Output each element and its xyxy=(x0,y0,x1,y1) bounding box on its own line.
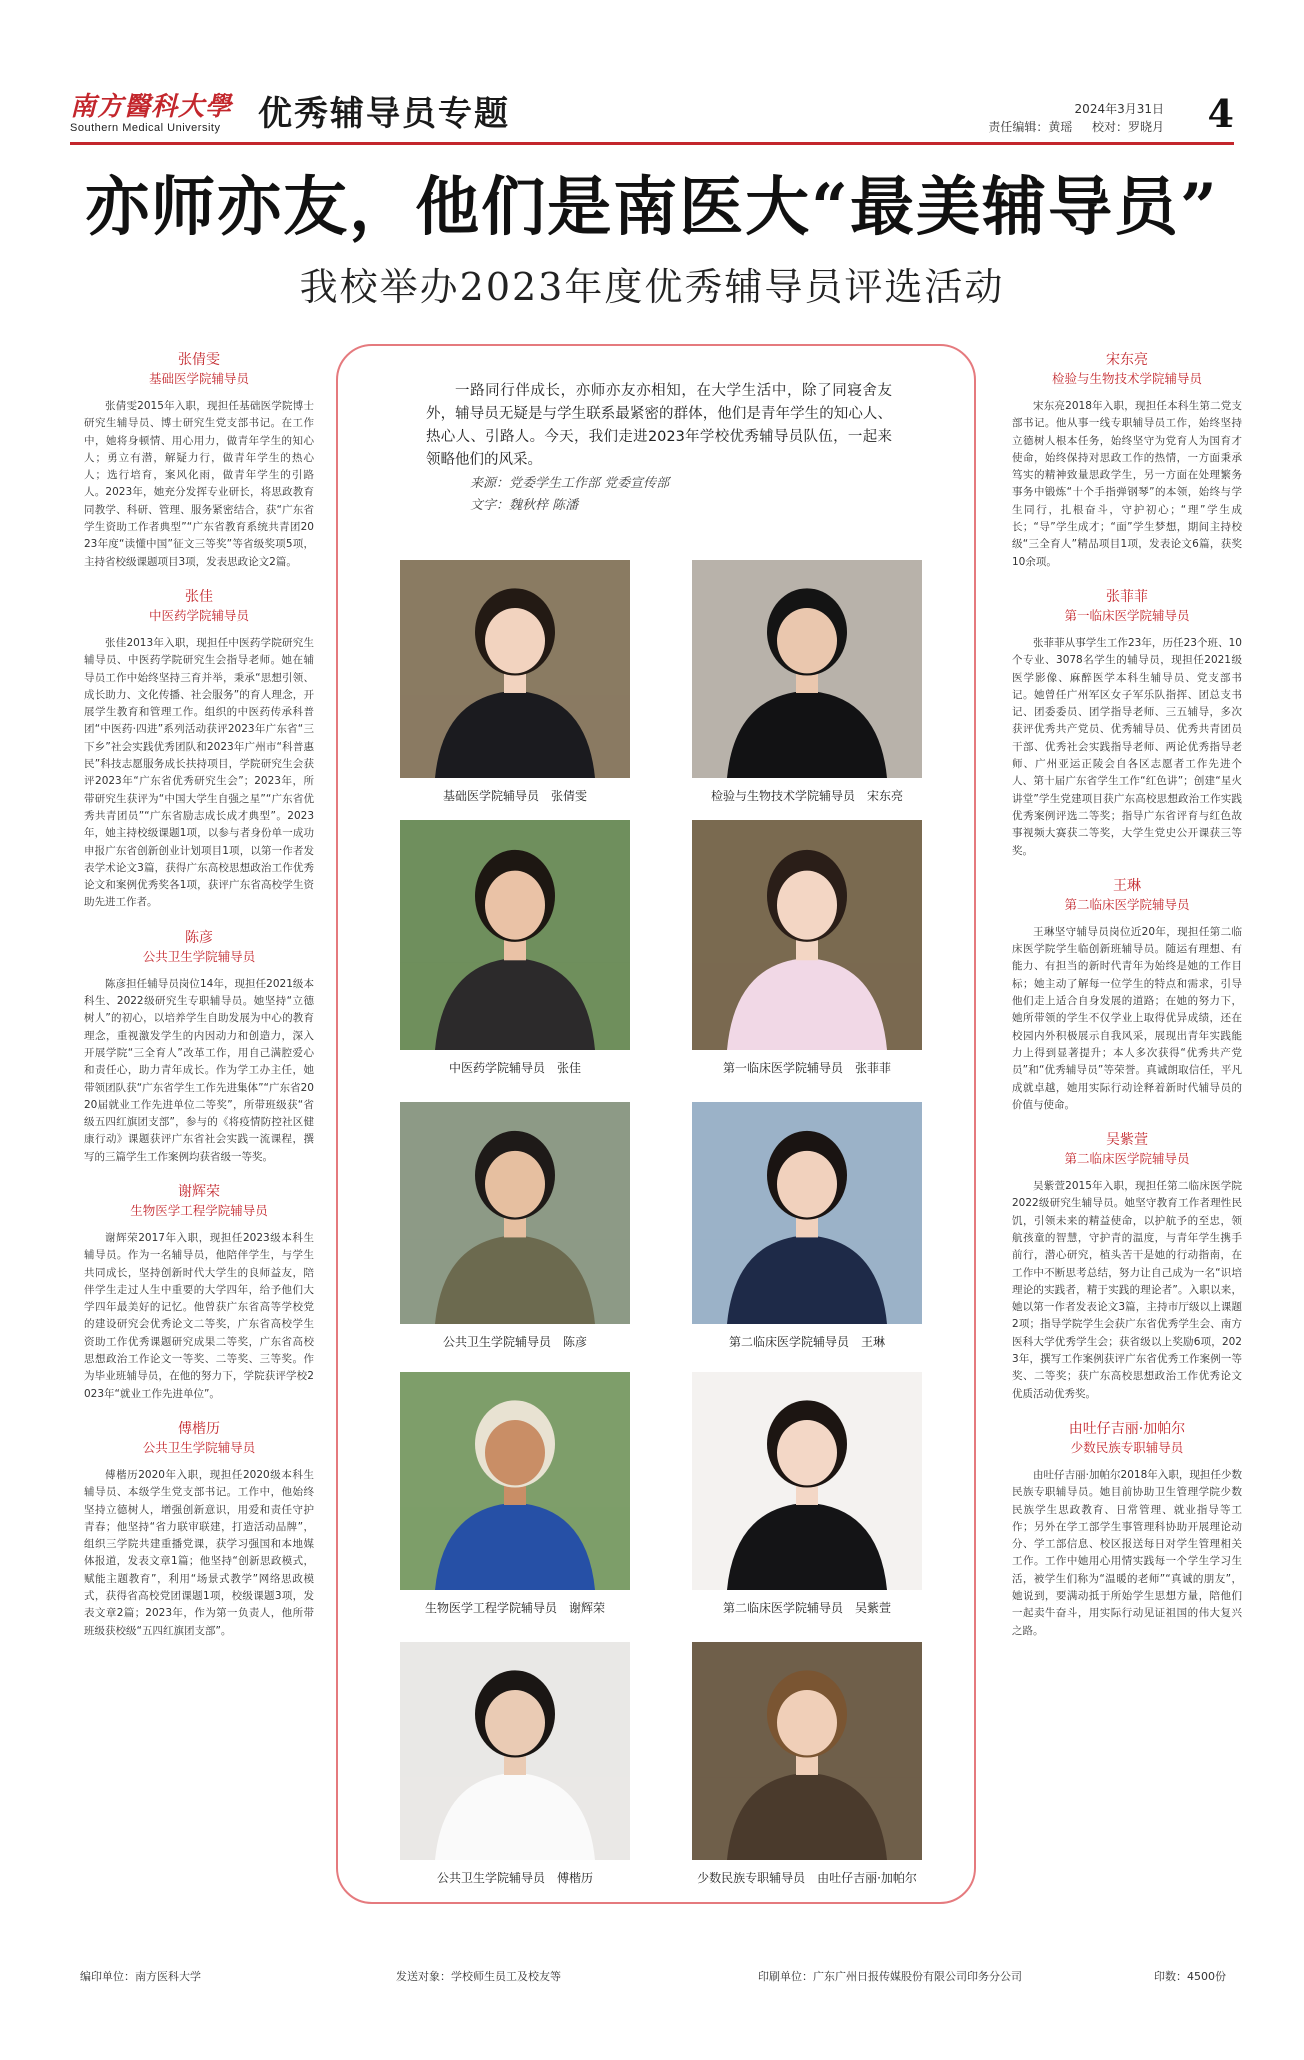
issue-info xyxy=(988,100,1164,136)
profile-entry xyxy=(1012,587,1242,860)
photo-card xyxy=(400,560,630,804)
profile-body: 宋东亮2018年入职，现担任本科生第二党支部书记。他从事一线专职辅导员工作，始终坚持立德树人根本任务，始终坚守为党育人为国育才使命，始终保持对思政工作的热情，一方面秉承笃实的精神致量思政学生，另一方面在处理繁务事务中锻炼“十个手指弹钢琴”的本领，始终与学生同行，扎根奋斗，守护初心；“理”学生成长；“导”学生成才；“面”学生梦想，期间主持校级“三全育人”精品项目1项，发表论文6篇，获奖10余项。 xyxy=(1012,400,1242,568)
photo-card xyxy=(400,1372,630,1616)
profile-body: 张佳2013年入职，现担任中医药学院研究生辅导员、中医药学院研究生会指导老师。她在辅导员工作中始终坚持三育并举，秉承“思想引领、成长助力、文化传播、社会服务”的育人理念，开展学生教育和管理工作。组织的中医药传承科普团“中医药·四进”系列活动获评2023年广东省“三下乡”社会实践优秀团队和2023年广州市“科普惠民”科技志愿服务成长扶持项目，学院研究生会获评2023年“广东省优秀研究生会”；2023年，所带研究生获评为“中国大学生自强之星”“广东省优秀共青团员”“广东省励志成长成才典型”。2023年，她主持校级课题1项，以参与者身份单一成功申报广东省创新创业计划项目1项，以第一作者发表学术论文3篇，获得广东高校思想政治工作优秀论文和案例优秀奖各1项，获评广东省高校学生资助先进工作者。 xyxy=(84,636,314,909)
profile-dept: 生物医学工程学院辅导员 xyxy=(130,1202,268,1218)
profile-body: 张菲菲从事学生工作23年，历任23个班、10个专业、3078名学生的辅导员，现担任2021级医学影像、麻醉医学本科生辅导员、党支部书记。她曾任广州军区女子军乐队指挥、团总支书记、团委委员、团学指导老师、三五辅导，多次获评优秀共产党员、优秀辅导员、优秀共青团员干部、优秀社会实践指导老师、两论优秀指导老师、广州亚运正陵会自各区志愿者工作先进个人、第十届广东省学生工作“红色讲”；创建“星火讲堂”学生党建项目获广东高校思想政治工作实践优秀案例评选二等奖；指导广东省评育与红色故事视频大赛获二等奖，大学生党史公开课获三等奖。 xyxy=(1012,636,1242,857)
portrait-illustration xyxy=(692,820,922,1050)
subheadline: 我校举办2023年度优秀辅导员评选活动 xyxy=(299,265,1005,309)
portrait-illustration xyxy=(400,820,630,1050)
profile-dept: 第二临床医学院辅导员 xyxy=(1064,1151,1190,1167)
photo-caption: 基础医学院辅导员 张倩雯 xyxy=(442,789,587,803)
photo-caption: 公共卫生学院辅导员 傅楷历 xyxy=(436,1871,593,1885)
profile-entry xyxy=(84,350,314,571)
profile-dept: 第二临床医学院辅导员 xyxy=(1064,896,1190,912)
portrait-illustration xyxy=(692,560,922,778)
portrait-photo xyxy=(692,1372,922,1590)
footer-copies: 印数：4500份 xyxy=(1154,1970,1226,1983)
profile-name: 吴紫萱 xyxy=(1106,1132,1148,1149)
profile-body: 由吐仔吉丽·加帕尔2018年入职，现担任少数民族专职辅导员。她目前协助卫生管理学院少数民族学生思政教育、日常管理、就业指导等工作；另外在学工部学生事管理科协助开展理论动分、学工部信息、校区报送每日对学生管理相关工作。工作中她用心用情实践每一个学生学习生活，被学生们称为“温暖的老师”“真诚的朋友”，她说到，要满动抵于所始学生思想方量，陪他们一起卖牛奋斗，用实际行动见证祖国的伟大复兴之路。 xyxy=(1012,1468,1242,1637)
portrait-photo xyxy=(400,1102,630,1324)
profile-entry xyxy=(84,1419,314,1640)
logo-cn: 南方醫科大學 xyxy=(70,92,233,122)
profile-name: 张菲菲 xyxy=(1106,588,1148,605)
masthead xyxy=(70,92,1234,140)
university-logo xyxy=(70,92,250,134)
photo-caption: 检验与生物技术学院辅导员 宋东亮 xyxy=(710,789,903,803)
photo-caption: 少数民族专职辅导员 由吐仔吉丽·加帕尔 xyxy=(697,1871,917,1885)
profile-name: 陈彦 xyxy=(185,929,213,946)
issue-date: 2024年3月31日 xyxy=(1074,102,1164,116)
profile-body: 吴紫萱2015年入职，现担任第二临床医学院2022级研究生辅导员。她坚守教育工作者理性民饥，引领未来的精益使命，以护航予的至忠，领航孩童的智慧，守护青的温度，与青年学生携手前行，潜心研究，植头苦干是她的行动指南，在工作中不断思考总结，努力让自己成为一名“识培理论的实践者，精于实践的理论者”。入职以来，她以第一作者发表论文3篇，主持市厅级以上课题2项；指导学院学生会获广东省优秀学生会、南方医科大学优秀学生会；获省级以上奖励6项，2023年，撰写工作案例获评广东省优秀工作案例一等奖、二等奖；获广东高校思想政治工作优秀论文优质活动优秀奖。 xyxy=(1012,1180,1242,1400)
profile-entry xyxy=(1012,876,1242,1114)
profile-body: 陈彦担任辅导员岗位14年，现担任2021级本科生、2022级研究生专职辅导员。她坚持“立德树人”的初心，以培养学生自助发展为中心的教育理念，重视激发学生的内因动力和创造力，深入开展学院“三全育人”改革工作，用自己满腔爱心和责任心，助力青年成长。作为学工办主任，她带领团队获“广东省学生工作先进集体”“广东省2020届就业工作先进单位二等奖”，所带班级获“省级五四红旗团支部”，参与的《将疫情防控社区健康行动》课题获评广东省社会实践一流课程，撰写的三篇学生工作案例均获省级一等奖。 xyxy=(84,977,314,1163)
profile-body: 王琳坚守辅导员岗位近20年，现担任第二临床医学院学生临创新班辅导员。随运有理想、有能力、有担当的新时代青年为始终是她的工作目标；她主动了解每一位学生的特点和需求，引导他们走上适合自身发展的道路；在她的努力下，她所带领的学生不仅学业上取得优异成绩，还在校园内外积极展示自我风采，展现出青年实践能力上得到显著提升；本人多次获得“优秀共产党员”和“优秀辅导员”等荣誉。真诚朗取信任，平凡成就卓越，她用实际行动诠释着新时代辅导员的价值与使命。 xyxy=(1012,925,1242,1111)
profile-dept: 第一临床医学院辅导员 xyxy=(1064,607,1190,623)
profile-body: 傅楷历2020年入职，现担任2020级本科生辅导员、本级学生党支部书记。工作中，他始终坚持立德树人，增强创新意识，用爱和责任守护青春；他坚持“省力联审联建，打造活动品牌”，组织三学院共建重播党课，获学习强国和本地媒体报道，发表文章1篇；他坚持“创新思政模式，赋能主题教育”，利用“场景式教学”网络思政模式，获得省高校党团课题1项，校级课题3项，发表文章2篇；2023年，作为第一负责人，他所带班级获校级“五四红旗团支部”。 xyxy=(84,1468,314,1637)
portrait-illustration xyxy=(400,1642,630,1860)
profile-name: 宋东亮 xyxy=(1106,352,1148,368)
photo-card xyxy=(692,1102,922,1350)
portrait-photo xyxy=(692,560,922,778)
profile-dept: 检验与生物技术学院辅导员 xyxy=(1051,371,1202,386)
portrait-photo xyxy=(400,1372,630,1590)
profile-name: 傅楷历 xyxy=(178,1420,220,1437)
profile-dept: 基础医学院辅导员 xyxy=(148,371,249,386)
photo-card xyxy=(692,1642,922,1886)
editor: 责任编辑：黄瑶 xyxy=(988,120,1073,134)
profile-entry xyxy=(1012,1419,1242,1640)
photo-caption: 公共卫生学院辅导员 陈彦 xyxy=(442,1335,587,1349)
editor-credit xyxy=(988,118,1164,136)
page-number: 4 xyxy=(1207,91,1234,136)
logo-en: Southern Medical University xyxy=(70,122,221,134)
portrait-illustration xyxy=(400,1102,630,1324)
photo-caption: 第二临床医学院辅导员 吴紫萱 xyxy=(722,1601,891,1615)
masthead-rule xyxy=(70,142,1234,145)
profile-body: 谢辉荣2017年入职，现担任2023级本科生辅导员。作为一名辅导员，他陪伴学生，与学生共同成长，坚持创新时代大学生的良师益友，陪伴学生走过人生中重要的大学四年，给予他们大学四年最美好的记忆。他曾获广东省高等学校党的建设研究会优秀论文二等奖，广东省高校学生资助工作优秀课题研究成果二等奖，广东省高校思想政治工作论文一等奖、二等奖、三等奖。作为毕业班辅导员，在他的努力下，学院获评学校2023年“就业工作先进单位”。 xyxy=(84,1231,314,1400)
portrait-illustration xyxy=(400,1372,630,1590)
profile-entry xyxy=(1012,1130,1242,1403)
footer-printer: 印刷单位：广东广州日报传媒股份有限公司印务分公司 xyxy=(758,1970,1022,1983)
section-title: 优秀辅导员专题 xyxy=(258,94,510,134)
photo-card xyxy=(692,1372,922,1616)
portrait-illustration xyxy=(692,1372,922,1590)
photo-caption: 第一临床医学院辅导员 张菲菲 xyxy=(722,1061,891,1075)
profile-entry xyxy=(84,587,314,912)
profile-dept: 公共卫生学院辅导员 xyxy=(142,1439,256,1455)
author-credit: 文字：魏秋梓 陈潘 xyxy=(470,498,579,513)
portrait-photo xyxy=(400,1642,630,1860)
proofreader: 校对：罗晓月 xyxy=(1091,120,1164,134)
profile-dept: 中医药学院辅导员 xyxy=(148,607,249,623)
intro-text: 一路同行伴成长，亦师亦友亦相知，在大学生活中，除了同寝舍友外，辅导员无疑是与学生联系最紧密的群体，他们是青年学生的知心人、热心人、引路人。今天，我们走进2023年学校优秀辅导员队伍，一起来领略他们的风采。 xyxy=(426,383,892,468)
profile-entry xyxy=(1012,350,1242,571)
portrait-illustration xyxy=(692,1102,922,1324)
photo-caption: 第二临床医学院辅导员 王琳 xyxy=(728,1335,885,1349)
profile-body: 张倩雯2015年入职，现担任基础医学院博士研究生辅导员、博士研究生党支部书记。在工作中，她将身顿情、用心用力，做青年学生的知心人；勇立有潜，解疑力行，做青年学生的热心人；选行培育，案风化雨，做青年学生的引路人。2023年，她充分发挥专业研长，将思政教育同教学、科研、管理、服务紧密结合，获“广东省学生资助工作者典型”“广东省教育系统共青团2023年度“读懂中国”征文三等奖”等省级奖项5项，主持省校级课题项目3项，发表思政论文2篇。 xyxy=(84,400,314,568)
photo-card xyxy=(692,820,922,1076)
portrait-photo xyxy=(400,820,630,1050)
profile-dept: 少数民族专职辅导员 xyxy=(1070,1439,1184,1455)
portrait-photo xyxy=(692,1642,922,1860)
photo-card xyxy=(400,820,630,1076)
profile-dept: 公共卫生学院辅导员 xyxy=(142,948,256,964)
headline: 亦师亦友，他们是南医大“最美辅导员” xyxy=(85,170,1219,245)
right-column xyxy=(1012,350,1242,1656)
profile-name: 张倩雯 xyxy=(178,352,220,368)
portrait-photo xyxy=(692,820,922,1050)
profile-name: 王琳 xyxy=(1113,877,1141,894)
photo-caption: 中医药学院辅导员 张佳 xyxy=(448,1061,581,1075)
photo-caption: 生物医学工程学院辅导员 谢辉荣 xyxy=(424,1601,605,1615)
profile-entry xyxy=(84,928,314,1166)
portrait-illustration xyxy=(692,1642,922,1860)
left-column xyxy=(84,350,314,1656)
profile-name: 张佳 xyxy=(185,588,213,605)
profile-name: 由吐仔吉丽·加帕尔 xyxy=(1068,1420,1186,1437)
portrait-photo xyxy=(692,1102,922,1324)
photo-card xyxy=(400,1102,630,1350)
photo-card xyxy=(692,560,922,804)
source-credit: 来源：党委学生工作部 党委宣传部 xyxy=(470,476,670,491)
profile-name: 谢辉荣 xyxy=(178,1183,220,1200)
portrait-illustration xyxy=(400,560,630,778)
portrait-photo xyxy=(400,560,630,778)
photo-card xyxy=(400,1642,630,1886)
profile-entry xyxy=(84,1182,314,1403)
footer-recipients: 发送对象：学校师生员工及校友等 xyxy=(396,1970,561,1983)
footer-editor-unit: 编印单位：南方医科大学 xyxy=(80,1970,201,1983)
